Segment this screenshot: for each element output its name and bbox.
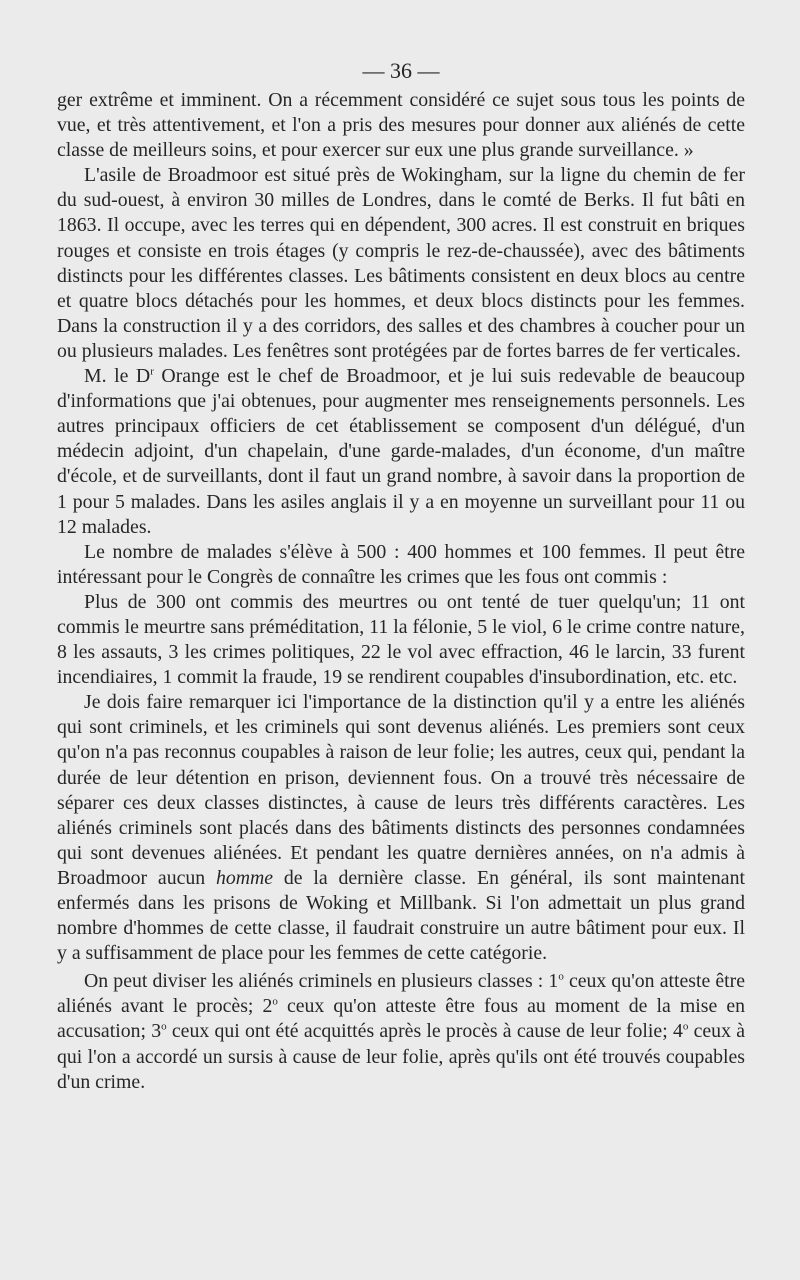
paragraph-danger: ger extrême et imminent. On a récemment considéré ce sujet sous tous les points de vue, et très attentivement, et l'on a pris des mesures pour donner aux aliénés de cette classe de meilleurs soins, et pour exercer sur eux une plus grande surveillance. »: [57, 89, 745, 162]
doctor-superscript: r: [150, 365, 154, 378]
degree-1: o: [558, 970, 564, 983]
officers-rest: Orange est le chef de Broadmoor, et je lui suis redevable de beaucoup d'informations que j'ai obtenues, pour augmenter mes renseignements personnels. Les autres principaux officiers de cet établissement se composent d'un délégué, d'un médecin adjoint, d'un chapelain, d'une garde-malades, d'un économe, d'un maître d'école, et de surveillants, dont il faut un grand nombre, à savoir dans la proportion de 1 pour 5 malades. Dans les asiles anglais il y a en moyenne un surveillant pour 11 ou 12 malades.: [57, 365, 745, 538]
paragraph-broadmoor-location: L'asile de Broadmoor est situé près de Wokingham, sur la ligne du chemin de fer du sud-ouest, à environ 30 milles de Londres, dans le comté de Berks. Il fut bâti en 1863. Il occupe, avec les terres qui en dépendent, 300 acres. Il est construit en briques rouges et consiste en trois étages (y compris le rez-de-chaussée), avec des bâtiments distincts pour les différentes classes. Les bâtiments consistent en deux blocs au centre et quatre blocs détachés pour les hommes, et deux blocs distincts pour les femmes. Dans la construction il y a des corridors, des salles et des chambres à coucher pour un ou plusieurs malades. Les fenêtres sont protégées par de fortes barres de fer verticales.: [57, 164, 745, 362]
distinction-text-cont: de la dernière classe. En général, ils sont maintenant enfermés dans les prisons de Woking et Millbank. Si l'on admettait un plus grand nombre d'hommes de cette classe, il faudrait construire un autre bâtiment pour eux. Il y a suffisamment de place pour les femmes de cette catégorie.: [57, 866, 745, 965]
degree-2: o: [272, 995, 278, 1008]
degree-4: o: [682, 1020, 689, 1033]
paragraph-patient-count: Le nombre de malades s'élève à 500 : 400 hommes et 100 femmes. Il peut être intéressant pour le Congrès de connaître les crimes que les fous ont commis :: [57, 540, 745, 588]
paragraph-officers: [57, 364, 745, 540]
paragraph-classes: [57, 969, 745, 1094]
officers-lead: M. le D: [84, 365, 151, 388]
paragraph-crimes: Plus de 300 ont commis des meurtres ou ont tenté de tuer quelqu'un; 11 ont commis le meurtre sans préméditation, 11 la félonie, 5 le viol, 6 le crime contre nature, 8 les assauts, 3 les crimes politiques, 22 le vol avec effraction, 46 le larcin, 33 furent incendiaires, 1 commit la fraude, 19 se rendirent coupables d'insubordination, etc. etc.: [57, 590, 745, 689]
class-2: ceux qu'on atteste être fous au moment de la mise en accusation; 3: [57, 995, 745, 1043]
paragraph-distinction: [57, 690, 745, 966]
classes-intro: On peut diviser les aliénés criminels en plusieurs classes : 1: [84, 970, 559, 993]
italic-homme: homme: [215, 866, 274, 889]
degree-3: o: [161, 1020, 167, 1033]
class-1: ceux qu'on atteste être aliénés avant le procès; 2: [57, 970, 745, 1018]
class-3: ceux qui ont été acquittés après le procès à cause de leur folie; 4: [166, 1020, 683, 1043]
page-number: — 36 —: [362, 58, 440, 83]
distinction-text: Je dois faire remarquer ici l'importance de la distinction qu'il y a entre les aliénés qui sont criminels, et les criminels qui sont devenus aliénés. Les premiers sont ceux qu'on n'a pas reconnus coupables à raison de leur folie; les autres, ceux qui, pendant la durée de leur détention en prison, deviennent fous. On a trouvé très nécessaire de séparer ces deux classes distinctes, à cause de leurs très différents caractères. Les aliénés criminels sont placés dans des bâtiments distincts des personnes condamnées qui sont devenues aliénées. Et pendant les quatre dernières années, on n'a admis à Broadmoor aucun: [57, 691, 745, 889]
class-4: ceux à qui l'on a accordé un sursis à cause de leur folie, après qu'ils ont été trouvés coupables d'un crime.: [57, 1020, 745, 1093]
